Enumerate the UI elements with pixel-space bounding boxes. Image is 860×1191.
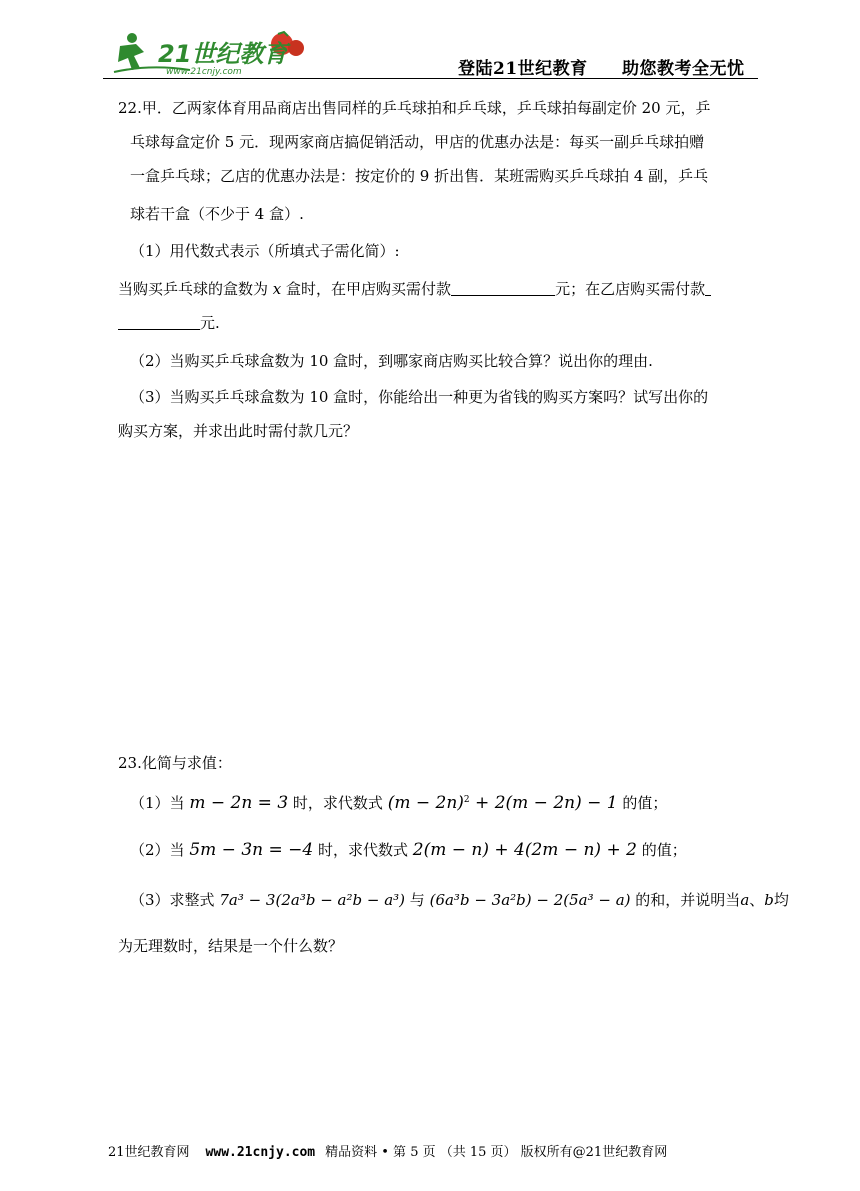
q22-part-1-fill-line-2 [118,312,220,334]
q22-part-1-text-c: 元；在乙店购买需付款 [555,280,706,298]
q23-p1-expr-a: (m − 2n) [387,793,464,813]
q23-var-a: a [740,891,750,909]
q22-part-3-line-2: 购买方案，并求出此时需付款几元？ [118,422,359,440]
footer-page-info: 精品资料 • 第 5 页 （共 15 页） 版权所有@21世纪教育网 [325,1145,668,1160]
answer-blank-yi[interactable] [118,314,200,330]
q23-p3-post-a: 的和，并说明当 [635,891,741,909]
q22-part-1-text-a: 当购买乒乓球的盒数为 [118,280,269,298]
q23-p2-expr: 2(m − n) + 4(2m − n) + 2 [412,840,637,860]
q23-p1-exponent: 2 [463,795,470,805]
q23-p3-expr-2: (6a³b − 3a²b) − 2(5a³ − a) [429,891,631,909]
site-logo [110,26,310,78]
q23-p1-pre: （1）当 [130,794,185,812]
logo-text: 21世纪教育 [158,40,288,68]
q23-part-2 [130,839,687,861]
header-divider [103,78,758,79]
q23-p2-post: 的值； [641,841,687,859]
q23-p3-post-b: 均 [773,891,789,909]
q23-var-b: b [764,891,774,909]
q23-p2-pre: （2）当 [130,841,185,859]
q22-line-3: 一盒乒乓球；乙店的优惠办法是：按定价的 9 折出售．某班需购买乒乓球拍 4 副，乒乓 [130,167,709,185]
logo-graphic [110,26,310,78]
q23-p1-condition: m − 2n = 3 [189,793,289,813]
q22-part-1-text-d: 元. [200,314,220,332]
q22-line-2: 乓球每盒定价 5 元．现两家商店搞促销活动，甲店的优惠办法是：每买一副乒乓球拍赠 [130,133,705,151]
q23-p2-condition: 5m − 3n = −4 [189,840,314,860]
q23-sep: 、 [749,891,765,909]
q22-part-1: （1）用代数式表示（所填式子需化简）: [130,242,400,260]
q23-p1-post: 的值； [622,794,668,812]
q22-part-1-fill-line [118,278,711,300]
q23-part-3-line-2: 为无理数时，结果是一个什么数？ [118,937,344,955]
q22-line-4: 球若干盒（不少于 4 盒）. [130,205,304,223]
q23-p3-pre: （3）求整式 [130,891,215,909]
q22-part-1-text-b: 盒时，在甲店购买需付款 [286,280,452,298]
answer-blank-yi-start[interactable] [705,280,711,296]
q22-part-3-line-1: （3）当购买乒乓球盒数为 10 盒时，你能给出一种更为省钱的购买方案吗？试写出你的 [130,388,709,406]
q22-line-1: 22.甲．乙两家体育用品商店出售同样的乒乓球拍和乒乓球，乒乓球拍每副定价 20 元，乒 [118,99,711,117]
logo-url: www.21cnjy.com [166,67,242,77]
q23-p2-mid: 时，求代数式 [317,841,408,859]
q23-p3-mid: 与 [409,891,425,909]
q23-part-3 [130,889,789,911]
q23-p1-expr-b: + 2(m − 2n) − 1 [469,793,618,813]
q23-part-1 [130,792,667,814]
q22-part-2: （2）当购买乒乓球盒数为 10 盒时，到哪家商店购买比较合算？说出你的理由. [130,352,653,370]
answer-blank-jia[interactable] [451,280,555,296]
header-slogan-left: 登陆21世纪教育 [458,59,588,79]
q22-var-x: x [272,280,282,298]
header-slogan-right: 助您教考全无忧 [622,59,745,79]
q23-p3-expr-1: 7a³ − 3(2a³b − a²b − a³) [219,891,406,909]
q23-title: 23.化简与求值： [118,754,232,772]
page-footer [108,1141,667,1160]
footer-org: 21世纪教育网 [108,1145,190,1160]
q23-p1-mid: 时，求代数式 [292,794,383,812]
footer-site-link[interactable]: www.21cnjy.com [205,1145,316,1160]
